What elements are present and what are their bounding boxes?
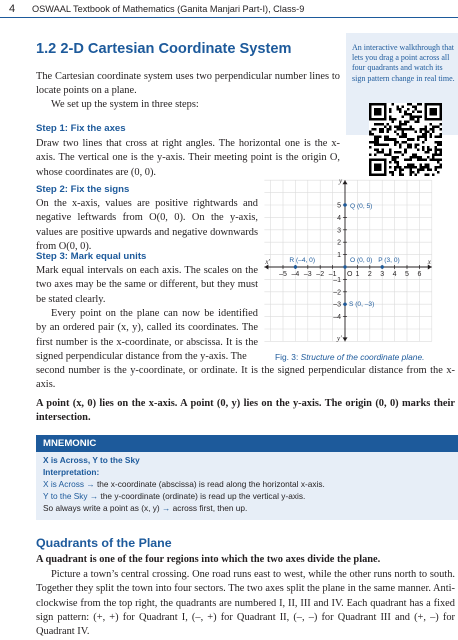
y-tick-label: 1 [337, 252, 341, 260]
intro-paragraph: The Cartesian coordinate system uses two perpendicular number lines to locate points on a plane. [36, 71, 340, 97]
x-tick-label: –5 [279, 271, 287, 278]
mnemonic-order-text: So always write a point as (x, y) [43, 503, 160, 513]
origin-label: O [347, 271, 353, 278]
book-title: OSWAAL Textbook of Mathematics (Ganita Manjari Part-I), Class-9 [32, 4, 305, 14]
y-tick-label: 4 [337, 214, 341, 222]
mnemonic-line-x [43, 478, 325, 490]
data-point [343, 265, 346, 268]
y-axis-neg-arrow [343, 337, 348, 341]
y-tick-label: –2 [333, 289, 341, 297]
mnemonic-y-key: Y to the Sky [43, 491, 88, 501]
x-tick-label: 4 [392, 271, 397, 278]
quadrants-paragraph: Picture a town’s central crossing. One road runs east to west, while the other runs north to south. Together they split the town into four sectors. The two axes split the plane in the same manner. Anti-clockwise from the top right, the quadrants are numbered I, II, III and IV. Each quadrant has a fixed sign pattern: (+, +) for Quadrant I, (–, +) for Quadrant II, (–, –) for Quadrant III and (+, –) for Quadrant IV. [36, 569, 455, 638]
step-3-heading: Step 3: Mark equal units [36, 251, 147, 262]
axis-statement: A point (x, 0) lies on the x-axis. A point (0, y) lies on the y-axis. The origin (0, 0) marks their intersection. [36, 398, 455, 424]
header-rule [0, 17, 458, 18]
mnemonic-y-text: the y-coordinate (ordinate) is read up the vertical y-axis. [100, 491, 306, 501]
point-label: P (3, 0) [378, 257, 400, 264]
coordinate-plane-figure [262, 172, 452, 347]
y-tick-label: –3 [333, 301, 341, 309]
mnemonic-line-y [43, 490, 305, 502]
y-axis-label: y [339, 177, 343, 186]
point-label: O (0, 0) [350, 257, 373, 264]
mnemonic-line-order [43, 502, 247, 514]
qr-code-icon[interactable] [369, 103, 442, 176]
y-tick-label: –1 [333, 276, 341, 284]
arrow-right-icon: → [89, 491, 99, 501]
data-point [381, 265, 384, 268]
sidebar-text: An interactive walkthrough that lets you drag a point across all four quadrants and watch its sign pattern change in real time. [352, 43, 455, 83]
x-tick-label: –3 [303, 271, 312, 278]
mnemonic-x-key: X is Across [43, 479, 85, 489]
figure-caption-prefix: Fig. 3: [275, 352, 299, 362]
y-tick-label: 3 [337, 227, 341, 235]
step-1-heading: Step 1: Fix the axes [36, 123, 126, 134]
ordered-pair-paragraph-tail: second number is the y-coordinate, or ordinate. It is the signed perpendicular distance from the x-axis. [36, 365, 455, 391]
x-axis-label: x [427, 258, 431, 266]
mnemonic-title: MNEMONIC [43, 438, 97, 449]
y-tick-label: –4 [333, 314, 341, 322]
y-axis-neg-label: y′ [337, 334, 342, 342]
arrow-right-icon: → [161, 503, 171, 513]
ordered-pair-paragraph: Every point on the plane can now be identified by an ordered pair (x, y), called its coordinates. The first number is the x-coordinate, or abscissa. It is the signed perpendicular distance from the y-axis. The [36, 308, 258, 362]
data-point [294, 265, 297, 268]
quadrants-title: Quadrants of the Plane [36, 536, 172, 550]
point-label: S (0, –3) [349, 301, 375, 309]
x-tick-label: 3 [380, 271, 385, 278]
x-tick-label: 1 [355, 271, 360, 278]
quadrant-definition: A quadrant is one of the four regions into which the two axes divide the plane. [36, 554, 381, 565]
mnemonic-x-text: the x-coordinate (abscissa) is read along the horizontal x-axis. [96, 479, 325, 489]
x-axis-neg-label: x′ [265, 258, 271, 266]
point-label: Q (0, 5) [350, 203, 373, 210]
y-axis-arrow [343, 180, 348, 184]
step-3-text: Mark equal intervals on each axis. The scales on the two axes may be the same or different, but they must be stated clearly. [36, 265, 258, 305]
mnemonic-interpretation-label: Interpretation: [43, 467, 100, 477]
x-tick-label: –2 [316, 271, 325, 278]
mnemonic-phrase: X is Across, Y to the Sky [43, 455, 140, 465]
step-2-text: On the x-axis, values are positive rightwards and negative leftwards from O(0, 0). On the y-axis, values are positive upwards and negative downwards from O(0, 0). [36, 198, 258, 252]
step-2-heading: Step 2: Fix the signs [36, 184, 130, 195]
y-tick-label: 5 [337, 202, 341, 210]
section-title: 1.2 2-D Cartesian Coordinate System [36, 41, 292, 57]
arrow-right-icon: → [86, 479, 95, 489]
point-label: R (–4, 0) [289, 257, 316, 264]
page-number: 4 [9, 3, 16, 15]
data-point [343, 203, 346, 206]
x-tick-label: –1 [328, 271, 337, 278]
data-point [343, 303, 346, 306]
intro-steps-line: We set up the system in three steps: [51, 99, 199, 110]
mnemonic-order-tail: across first, then up. [172, 503, 248, 513]
x-tick-label: 2 [367, 271, 372, 278]
x-tick-label: 6 [417, 271, 422, 278]
step-1-text: Draw two lines that cross at right angles. The horizontal one is the x-axis. The vertical one is the y-axis. Their meeting point is the origin O, whose coordinates are (0, 0). [36, 138, 340, 178]
mnemonic-header [36, 435, 458, 452]
x-tick-label: –4 [291, 271, 300, 278]
x-tick-label: 5 [405, 271, 409, 278]
y-tick-label: 2 [337, 239, 341, 247]
figure-caption [275, 352, 424, 362]
figure-caption-text: Structure of the coordinate plane. [300, 352, 425, 362]
